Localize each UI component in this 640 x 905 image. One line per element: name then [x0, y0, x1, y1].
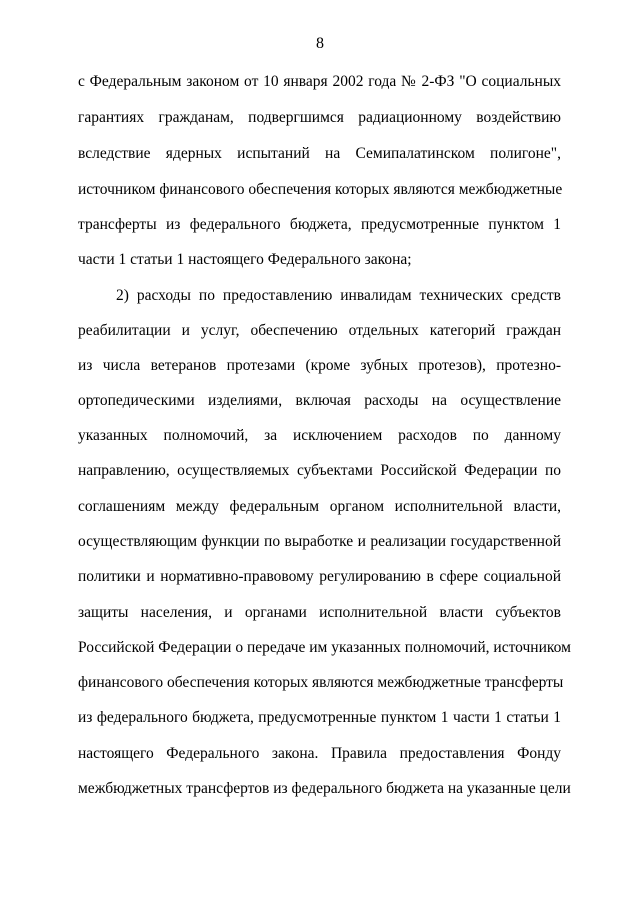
text-line: защиты населения, и органами исполнительной власти субъектов	[78, 604, 561, 621]
text-line: вследствие ядерных испытаний на Семипалатинском полигоне",	[78, 145, 561, 162]
text-line: гарантиях гражданам, подвергшимся радиационному воздействию	[78, 109, 561, 126]
paragraph-first-line: 2) расходы по предоставлению инвалидам технических средств	[116, 287, 561, 304]
text-line: с Федеральным законом от 10 января 2002 года № 2-ФЗ "О социальных	[78, 73, 561, 90]
text-line: из числа ветеранов протезами (кроме зубных протезов), протезно-	[78, 357, 561, 374]
text-line: Российской Федерации о передаче им указанных полномочий, источником	[78, 639, 571, 656]
text-line: источником финансового обеспечения которых являются межбюджетные	[78, 181, 563, 198]
text-line: межбюджетных трансфертов из федерального бюджета на указанные цели	[78, 780, 571, 797]
text-line: реабилитации и услуг, обеспечению отдельных категорий граждан	[78, 322, 561, 339]
text-line: политики и нормативно-правовому регулированию в сфере социальной	[78, 568, 561, 585]
text-line: трансферты из федерального бюджета, предусмотренные пунктом 1	[78, 216, 561, 233]
text-line: направлению, осуществляемых субъектами Российской Федерации по	[78, 462, 561, 479]
text-line: настоящего Федерального закона. Правила предоставления Фонду	[78, 745, 561, 762]
text-line: соглашениям между федеральным органом исполнительной власти,	[78, 498, 561, 515]
page-number: 8	[316, 35, 324, 52]
text-line: ортопедическими изделиями, включая расходы на осуществление	[78, 392, 561, 409]
text-line: финансового обеспечения которых являются межбюджетные трансферты	[78, 674, 564, 691]
text-line: части 1 статьи 1 настоящего Федерального закона;	[78, 251, 412, 268]
text-line: из федерального бюджета, предусмотренные пунктом 1 части 1 статьи 1	[78, 709, 561, 726]
text-line: указанных полномочий, за исключением расходов по данному	[78, 427, 561, 444]
text-line: осуществляющим функции по выработке и реализации государственной	[78, 533, 561, 550]
